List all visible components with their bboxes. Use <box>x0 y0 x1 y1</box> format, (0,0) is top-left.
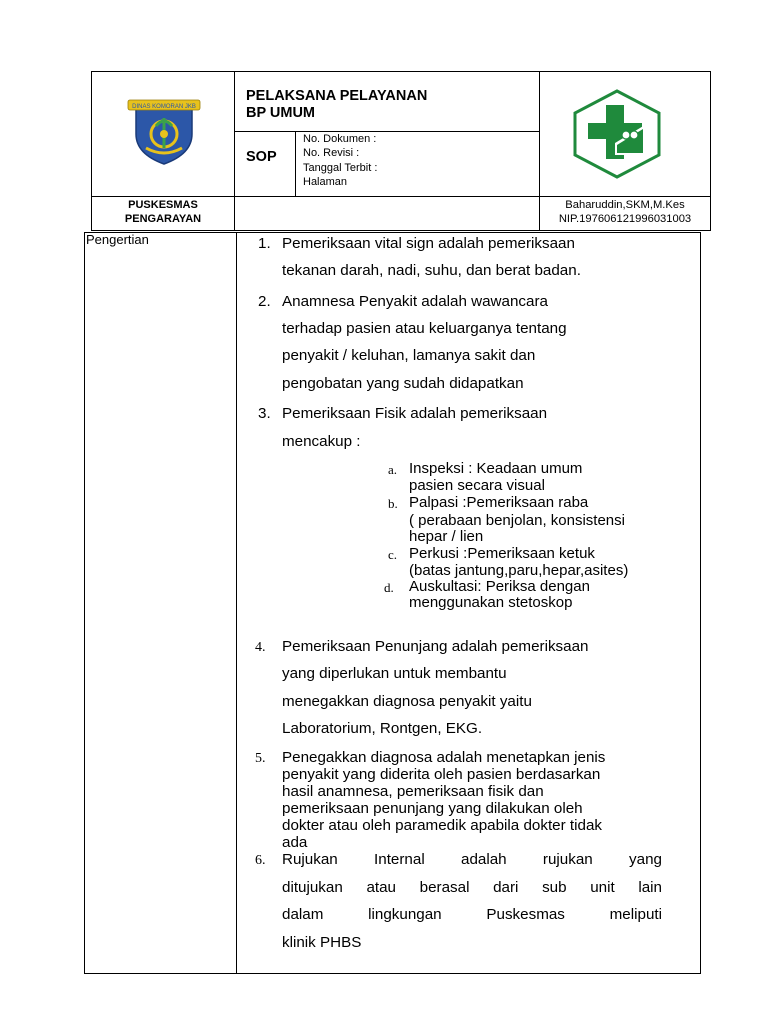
sub-item-letter: a. <box>388 462 398 477</box>
signatory-name: Baharuddin,SKM,M.Kes <box>565 199 685 211</box>
item-text: Pemeriksaan vital sign adalah pemeriksaan <box>282 235 575 252</box>
item-text: Laboratorium, Rontgen, EKG. <box>282 720 483 737</box>
doc-number-label: No. Dokumen : <box>303 133 377 145</box>
item-number: 3. <box>258 405 271 422</box>
item-text: pengobatan yang sudah didapatkan <box>282 375 524 392</box>
item-number: 4. <box>255 640 266 655</box>
item-text: penyakit yang diderita oleh pasien berdasarkan <box>282 766 601 783</box>
item-number: 5. <box>255 751 266 766</box>
sub-item-text: Palpasi :Pemeriksaan raba <box>409 494 589 511</box>
item-number: 6. <box>255 853 266 868</box>
issue-date-label: Tanggal Terbit : <box>303 162 378 174</box>
document-title: PELAKSANA PELAYANAN BP UMUM <box>246 88 428 121</box>
item-text: dalam lingkungan Puskesmas meliputi <box>282 906 662 923</box>
item-text: Penegakkan diagnosa adalah menetapkan jenis <box>282 749 606 766</box>
org-name: PUSKESMAS PENGARAYAN <box>124 199 202 225</box>
sub-item-letter: d. <box>384 580 394 595</box>
sop-label: SOP <box>246 149 277 165</box>
item-text: menegakkan diagnosa penyakit yaitu <box>282 693 532 710</box>
page-label: Halaman <box>303 176 348 188</box>
sub-item-text: Auskultasi: Periksa dengan <box>409 578 590 595</box>
item-text: Pemeriksaan Fisik adalah pemeriksaan <box>282 405 548 422</box>
item-number: 2. <box>258 293 271 310</box>
sub-item-text: Inspeksi : Keadaan umum <box>409 460 583 477</box>
section-label: Pengertian <box>86 232 149 247</box>
item-text: terhadap pasien atau keluarganya tentang <box>282 320 567 337</box>
item-text: mencakup : <box>282 433 361 450</box>
item-text: dokter atau oleh paramedik apabila dokter tidak <box>282 817 602 834</box>
item-number: 1. <box>258 235 271 252</box>
item-text: Anamnesa Penyakit adalah wawancara <box>282 293 548 310</box>
sub-item-text: hepar / lien <box>409 528 484 545</box>
sub-item-letter: b. <box>388 496 398 511</box>
sub-item-text: Perkusi :Pemeriksaan ketuk <box>409 545 595 562</box>
revision-label: No. Revisi : <box>303 147 360 159</box>
item-text: penyakit / keluhan, lamanya sakit dan <box>282 347 536 364</box>
signatory-nip: NIP.197606121996031003 <box>558 213 692 225</box>
crest-banner-text: DINAS KOMORAN JKB <box>132 104 196 110</box>
sub-item-text: pasien secara visual <box>409 477 545 494</box>
item-text: Pemeriksaan Penunjang adalah pemeriksaan <box>282 638 589 655</box>
item-text: ditujukan atau berasal dari sub unit lain <box>282 879 662 896</box>
item-text: klinik PHBS <box>282 934 362 951</box>
item-text: pemeriksaan penunjang yang dilakukan oleh <box>282 800 583 817</box>
item-text: hasil anamnesa, pemeriksaan fisik dan <box>282 783 544 800</box>
sub-item-text: menggunakan stetoskop <box>409 594 573 611</box>
item-text: Rujukan Internal adalah rujukan yang <box>282 851 662 868</box>
item-text: yang diperlukan untuk membantu <box>282 665 507 682</box>
sub-item-letter: c. <box>388 547 398 562</box>
sub-item-text: ( perabaan benjolan, konsistensi <box>409 512 625 529</box>
sub-item-text: (batas jantung,paru,hepar,asites) <box>409 562 629 579</box>
item-text: ada <box>282 834 308 851</box>
puskesmas-cross-icon <box>573 89 661 179</box>
signatory <box>540 198 710 226</box>
regency-crest-icon <box>126 96 202 166</box>
item-text: tekanan darah, nadi, suhu, dan berat badan. <box>282 262 581 279</box>
